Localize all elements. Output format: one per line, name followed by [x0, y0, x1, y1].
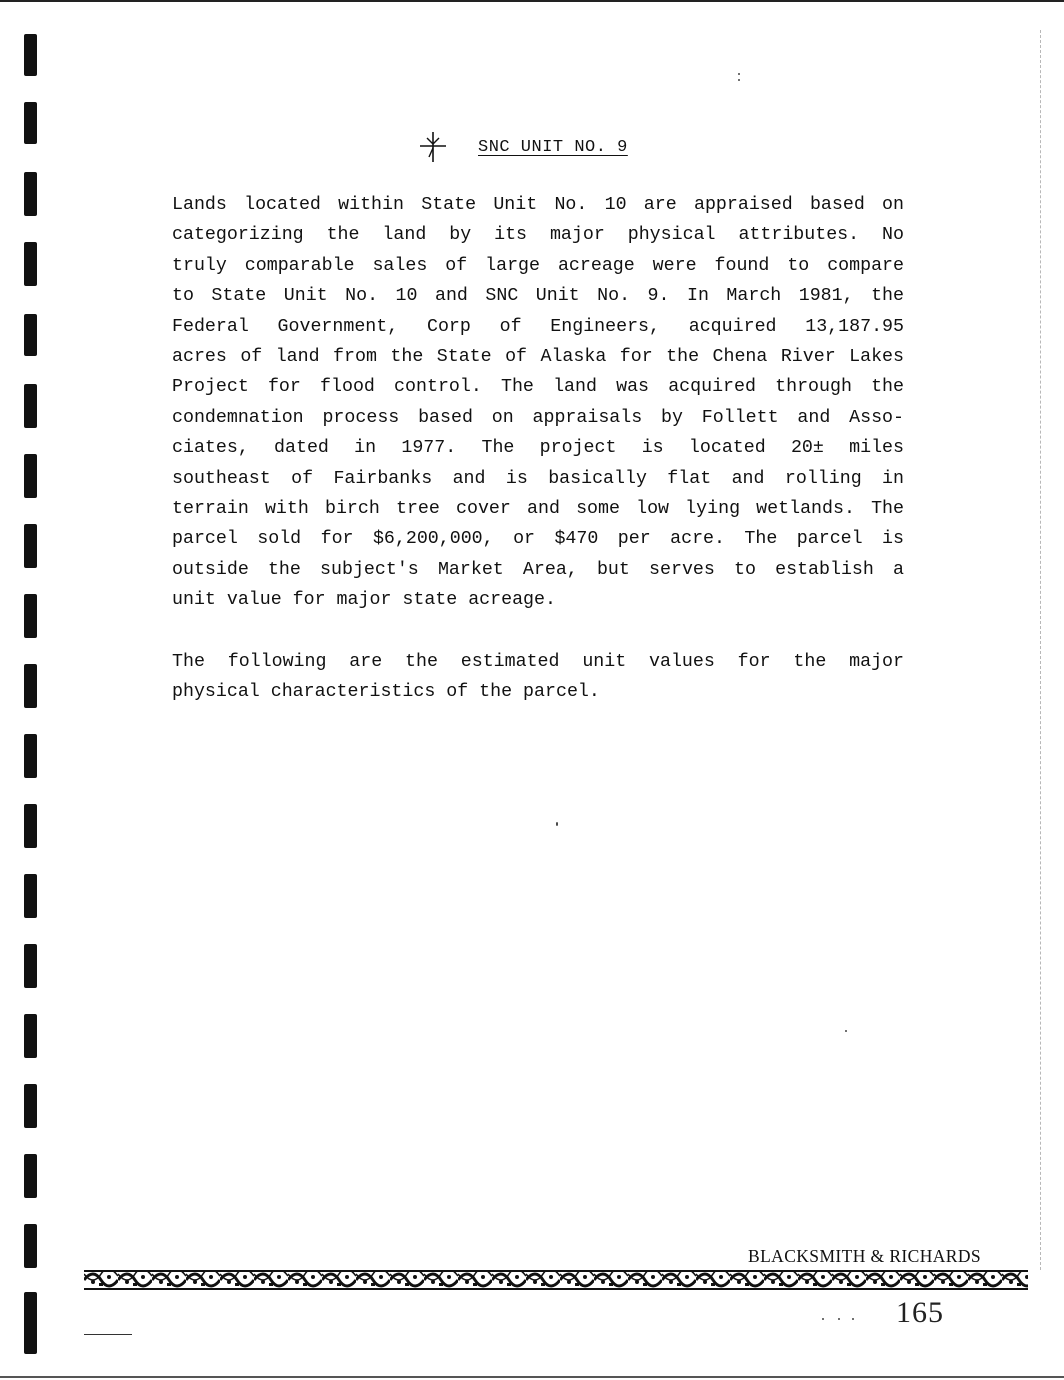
scan-speck [852, 1318, 854, 1320]
binding-punch-holes [24, 34, 38, 1354]
top-edge-rule [0, 0, 1064, 2]
scan-speck [822, 1318, 824, 1320]
section-title: SNC UNIT NO. 9 [478, 137, 628, 157]
page-number: 165 [896, 1296, 944, 1329]
paragraph-line: Federal Government, Corp of Engineers, acquired 13,187.95 [172, 316, 904, 337]
decorative-border-strip [84, 1270, 1028, 1290]
footer-short-rule [84, 1334, 132, 1335]
bottom-edge-rule [0, 1376, 1064, 1378]
paragraph-line: terrain with birch tree cover and some low lying wetlands. The [172, 499, 904, 520]
paragraph-line: parcel sold for $6,200,000, or $470 per acre. The parcel is [172, 529, 904, 550]
body-paragraph [172, 647, 904, 708]
body-paragraph [172, 190, 904, 616]
paragraph-line: to State Unit No. 10 and SNC Unit No. 9. In March 1981, the [172, 286, 904, 307]
paragraph-line: Project for flood control. The land was acquired through the [172, 377, 904, 398]
paragraph-line: categorizing the land by its major physical attributes. No [172, 225, 904, 246]
paragraph-line: unit value for major state acreage. [172, 590, 556, 611]
paragraph-line: southeast of Fairbanks and is basically flat and rolling in [172, 468, 904, 489]
scan-speck [738, 73, 740, 75]
section-heading [418, 130, 628, 164]
scan-speck [738, 79, 740, 81]
paragraph-line: outside the subject's Market Area, but serves to establish a [172, 559, 904, 580]
scan-speck [838, 1318, 840, 1320]
paragraph-line: ciates, dated in 1977. The project is located 20± miles [172, 438, 904, 459]
asterisk-mark-icon [418, 130, 448, 164]
scan-speck [556, 822, 558, 826]
page-right-edge [1040, 30, 1042, 1270]
paragraph-line: Lands located within State Unit No. 10 are appraised based on [172, 195, 904, 215]
firm-name: BLACKSMITH & RICHARDS [748, 1246, 982, 1266]
paragraph-line: condemnation process based on appraisals by Follett and Asso- [172, 407, 904, 428]
scan-speck [845, 1030, 847, 1032]
paragraph-line: acres of land from the State of Alaska for the Chena River Lakes [172, 347, 904, 368]
paragraph-line: The following are the estimated unit values for the major [172, 652, 904, 672]
paragraph-line: physical characteristics of the parcel. [172, 682, 600, 703]
paragraph-line: truly comparable sales of large acreage were found to compare [172, 255, 904, 276]
